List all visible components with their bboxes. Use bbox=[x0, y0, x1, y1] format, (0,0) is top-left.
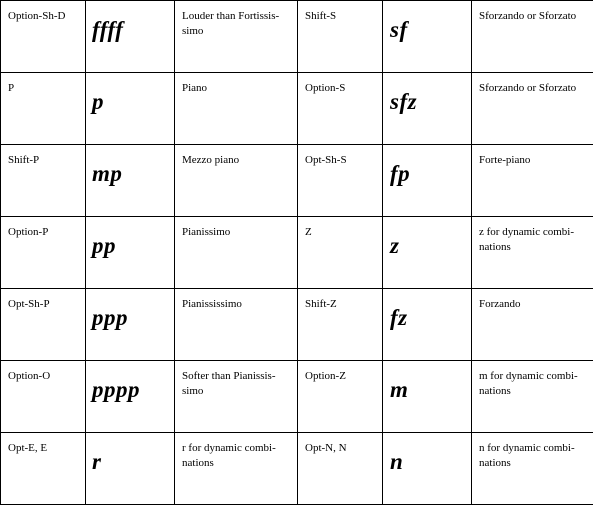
key-combo-text: Option-O bbox=[1, 361, 85, 384]
dynamic-glyph: sfz bbox=[383, 73, 471, 115]
key-combo-cell bbox=[1, 289, 86, 361]
dynamic-glyph-cell bbox=[86, 433, 175, 505]
dynamic-glyph-cell bbox=[86, 217, 175, 289]
description-text: Piano bbox=[175, 73, 297, 96]
dynamic-glyph-cell bbox=[86, 1, 175, 73]
dynamic-glyph: z bbox=[383, 217, 471, 259]
key-combo-text: Option-Sh-D bbox=[1, 1, 85, 24]
dynamic-glyph: ppp bbox=[86, 289, 174, 331]
key-combo-cell bbox=[298, 361, 383, 433]
description-text: Sforzando or Sforzato bbox=[472, 1, 593, 24]
description-text: Softer than Pianissis-simo bbox=[175, 361, 297, 399]
dynamic-glyph-cell bbox=[383, 217, 472, 289]
description-cell bbox=[472, 433, 593, 505]
description-cell bbox=[472, 289, 593, 361]
dynamic-glyph-cell bbox=[86, 145, 175, 217]
dynamic-glyph: pp bbox=[86, 217, 174, 259]
description-cell bbox=[175, 433, 298, 505]
description-cell bbox=[175, 145, 298, 217]
description-cell bbox=[472, 145, 593, 217]
description-text: Mezzo piano bbox=[175, 145, 297, 168]
dynamic-glyph: p bbox=[86, 73, 174, 115]
key-combo-cell bbox=[298, 289, 383, 361]
dynamic-glyph: sf bbox=[383, 1, 471, 43]
key-combo-text: P bbox=[1, 73, 85, 96]
description-text: Sforzando or Sforzato bbox=[472, 73, 593, 96]
key-combo-text: Option-Z bbox=[298, 361, 382, 384]
description-text: Forzando bbox=[472, 289, 593, 312]
table-row bbox=[1, 217, 593, 289]
description-cell bbox=[175, 217, 298, 289]
dynamic-glyph-cell bbox=[86, 289, 175, 361]
dynamic-glyph: fz bbox=[383, 289, 471, 331]
dynamic-glyph-cell bbox=[383, 145, 472, 217]
key-combo-text: Z bbox=[298, 217, 382, 240]
description-cell bbox=[175, 289, 298, 361]
description-text: z for dynamic combi-nations bbox=[472, 217, 593, 255]
key-combo-text: Opt-Sh-S bbox=[298, 145, 382, 168]
description-text: Pianissimo bbox=[175, 217, 297, 240]
key-combo-text: Option-S bbox=[298, 73, 382, 96]
key-combo-text: Opt-Sh-P bbox=[1, 289, 85, 312]
key-combo-text: Opt-N, N bbox=[298, 433, 382, 456]
description-text: Pianississimo bbox=[175, 289, 297, 312]
table-row bbox=[1, 1, 593, 73]
description-cell bbox=[175, 361, 298, 433]
description-text: Forte-piano bbox=[472, 145, 593, 168]
key-combo-cell bbox=[298, 1, 383, 73]
key-combo-cell bbox=[298, 145, 383, 217]
key-combo-cell bbox=[298, 73, 383, 145]
key-combo-cell bbox=[298, 217, 383, 289]
description-text: m for dynamic combi-nations bbox=[472, 361, 593, 399]
key-combo-cell bbox=[1, 433, 86, 505]
table-row bbox=[1, 73, 593, 145]
description-text: r for dynamic combi-nations bbox=[175, 433, 297, 471]
dynamic-glyph: n bbox=[383, 433, 471, 475]
key-combo-cell bbox=[1, 361, 86, 433]
dynamic-glyph-cell bbox=[86, 73, 175, 145]
dynamic-glyph-cell bbox=[383, 433, 472, 505]
description-text: Louder than Fortissis-simo bbox=[175, 1, 297, 39]
table-row bbox=[1, 361, 593, 433]
key-combo-text: Shift-S bbox=[298, 1, 382, 24]
description-cell bbox=[472, 361, 593, 433]
key-combo-cell bbox=[1, 73, 86, 145]
dynamic-glyph-cell bbox=[383, 73, 472, 145]
description-cell bbox=[175, 73, 298, 145]
dynamic-glyph: pppp bbox=[86, 361, 174, 403]
description-cell bbox=[472, 1, 593, 73]
dynamic-glyph: fp bbox=[383, 145, 471, 187]
key-combo-cell bbox=[1, 145, 86, 217]
dynamic-glyph: m bbox=[383, 361, 471, 403]
dynamic-glyph: ffff bbox=[86, 1, 174, 43]
dynamic-glyph-cell bbox=[383, 289, 472, 361]
key-combo-text: Shift-Z bbox=[298, 289, 382, 312]
dynamic-glyph-cell bbox=[86, 361, 175, 433]
table-row bbox=[1, 433, 593, 505]
description-cell bbox=[175, 1, 298, 73]
dynamic-glyph: mp bbox=[86, 145, 174, 187]
key-combo-text: Option-P bbox=[1, 217, 85, 240]
description-cell bbox=[472, 73, 593, 145]
key-combo-cell bbox=[298, 433, 383, 505]
table-row bbox=[1, 145, 593, 217]
key-combo-cell bbox=[1, 217, 86, 289]
key-combo-text: Shift-P bbox=[1, 145, 85, 168]
key-combo-cell bbox=[1, 1, 86, 73]
key-combo-text: Opt-E, E bbox=[1, 433, 85, 456]
table-row bbox=[1, 289, 593, 361]
description-text: n for dynamic combi-nations bbox=[472, 433, 593, 471]
dynamic-glyph-cell bbox=[383, 1, 472, 73]
dynamic-glyph-cell bbox=[383, 361, 472, 433]
dynamic-glyph: r bbox=[86, 433, 174, 475]
description-cell bbox=[472, 217, 593, 289]
